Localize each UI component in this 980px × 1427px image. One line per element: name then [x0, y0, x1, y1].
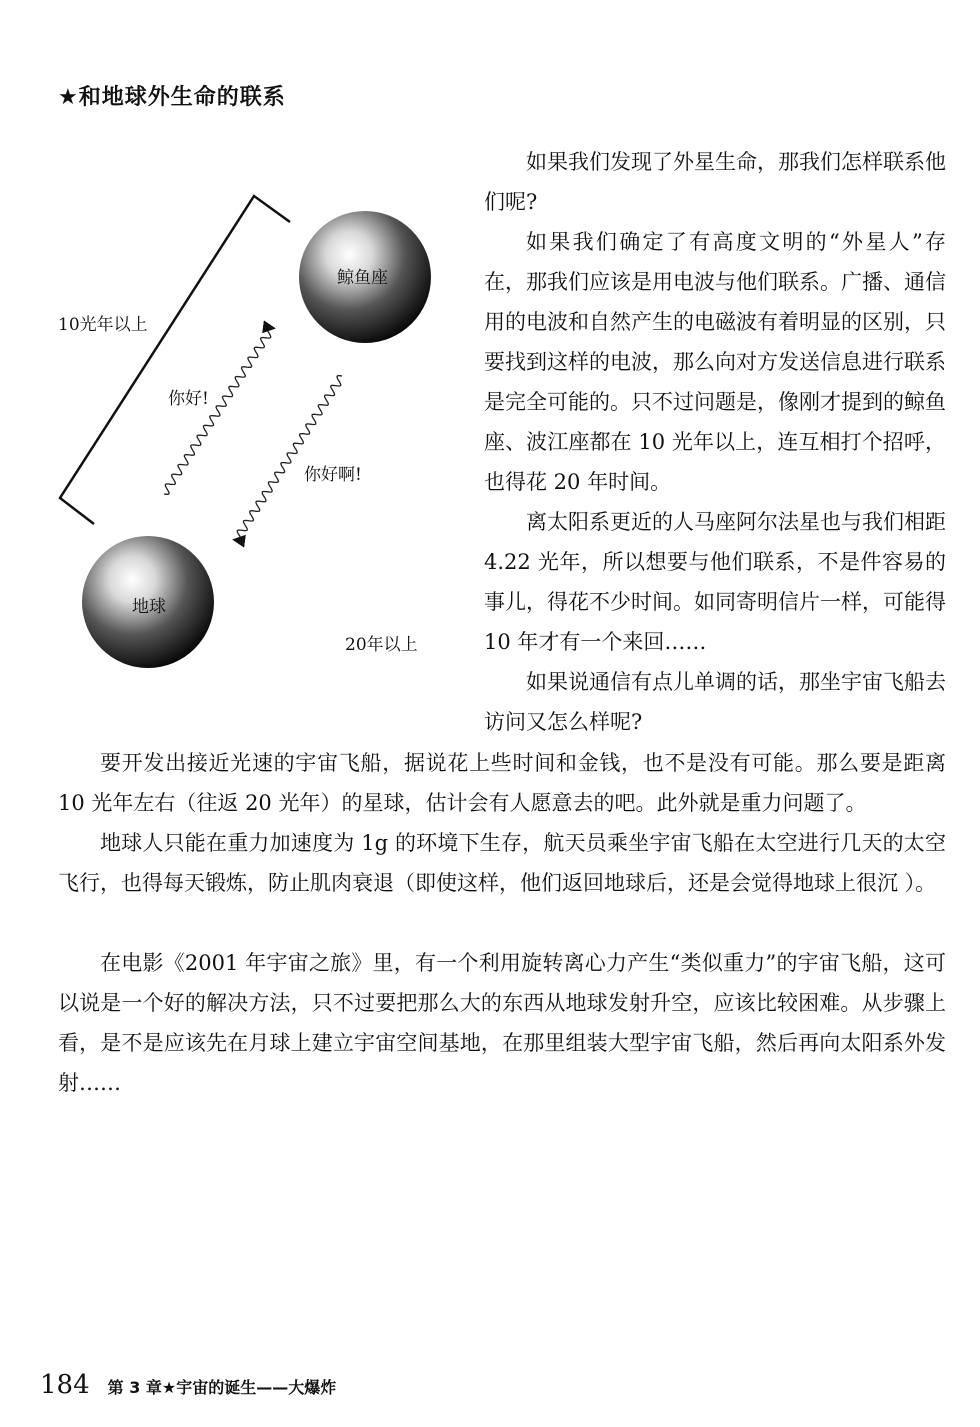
communication-diagram	[40, 180, 460, 700]
paragraph: 离太阳系更近的人马座阿尔法星也与我们相距 4.22 光年，所以想要与他们联系，不是件容易的事儿，得花不少时间。如同寄明信片一样，可能得 10 年才有一个来回……	[484, 510, 946, 654]
message-down-label: 你好啊!	[304, 465, 362, 485]
time-label: 20年以上	[345, 635, 418, 655]
message-up-label: 你好!	[168, 389, 209, 409]
section-heading: ★和地球外生命的联系	[58, 85, 286, 110]
wave-arrow-down	[236, 376, 342, 541]
earth-label: 地球	[132, 597, 166, 617]
paragraph: 如果我们确定了有高度文明的“外星人”存在，那我们应该是用电波与他们联系。广播、通信用的电波和自然产生的电磁波有着明显的区别，只要找到这样的电波，那么向对方发送信息进行联系是完全可能的。只不过问题是，像刚才提到的鲸鱼座、波江座都在 10 光年以上，连互相打个招呼，也得花 20 年时间。	[484, 230, 946, 494]
paragraph: 地球人只能在重力加速度为 1g 的环境下生存，航天员乘坐宇宙飞船在太空进行几天的太空飞行，也得每天锻炼，防止肌肉衰退（即使这样，他们返回地球后，还是会觉得地球上很沉 ）。	[58, 831, 946, 895]
paragraph: 要开发出接近光速的宇宙飞船，据说花上些时间和金钱，也不是没有可能。那么要是距离 10 光年左右（往返 20 光年）的星球，估计会有人愿意去的吧。此外就是重力问题了。	[58, 751, 946, 815]
diagram-graphics	[40, 180, 460, 700]
paragraph: 在电影《2001 年宇宙之旅》里，有一个利用旋转离心力产生“类似重力”的宇宙飞船，这可以说是一个好的解决方法，只不过要把那么大的东西从地球发射升空，应该比较困难。从步骤上看，是不是应该先在月球上建立宇宙空间基地，在那里组装大型宇宙飞船，然后再向太阳系外发射……	[58, 951, 946, 1095]
distance-label: 10光年以上	[58, 315, 148, 335]
page-number: 184	[40, 1370, 90, 1400]
cetus-label: 鲸鱼座	[337, 268, 388, 288]
wave-arrow-up	[164, 328, 272, 495]
paragraph: 如果说通信有点儿单调的话，那坐宇宙飞船去访问又怎么样呢?	[484, 670, 946, 734]
paragraph: 如果我们发现了外星生命，那我们怎样联系他们呢?	[484, 150, 946, 214]
page-footer	[40, 1370, 336, 1400]
chapter-title: 第 3 章★宇宙的诞生——大爆炸	[107, 1378, 337, 1397]
